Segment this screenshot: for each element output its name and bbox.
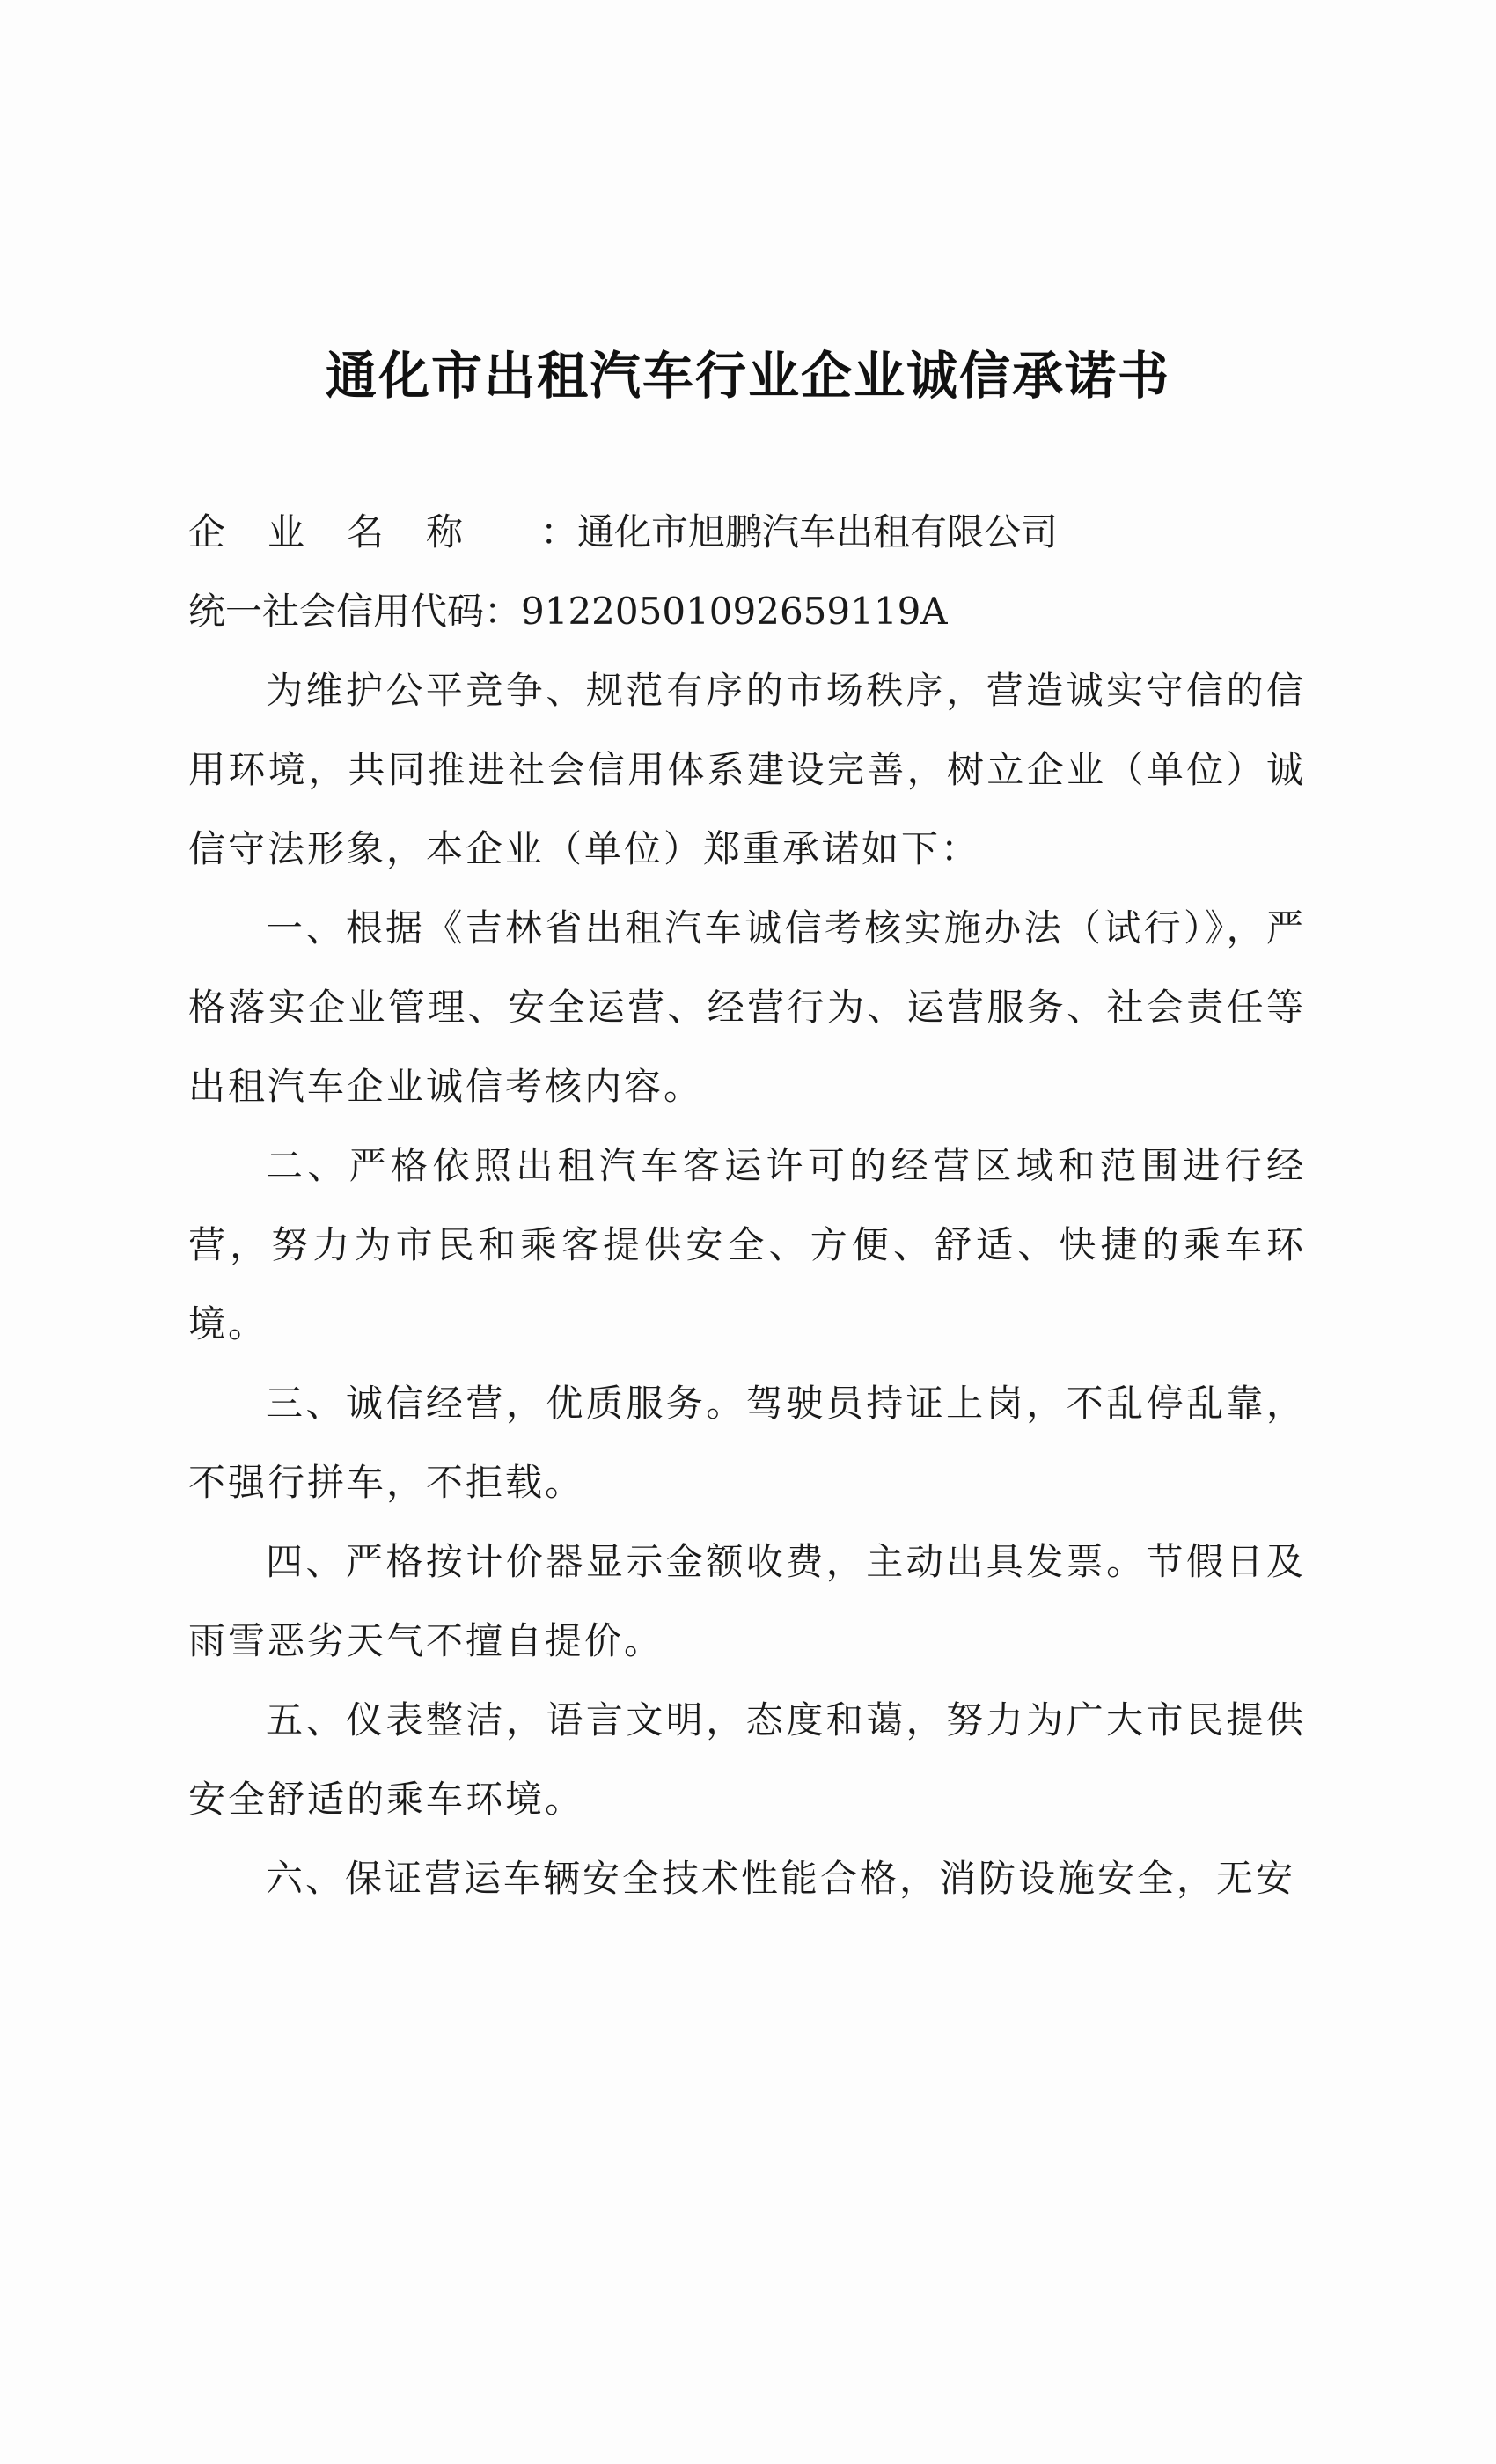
credit-code-field [188,572,1306,651]
company-name-label-char: 名 [347,510,385,554]
paragraph-intro: 为维护公平竞争、规范有序的市场秩序，营造诚实守信的信用环境，共同推进社会信用体系建设完善，树立企业（单位）诚信守法形象，本企业（单位）郑重承诺如下： [188,669,1306,870]
paragraph-item-3: 三、诚信经营，优质服务。驾驶员持证上岗，不乱停乱靠，不强行拼车，不拒载。 [188,1382,1306,1504]
paragraph-item-5: 五、仪表整洁，语言文明，态度和蔼，努力为广大市民提供安全舒适的乘车环境。 [188,1698,1306,1821]
paragraph-item-6: 六、保证营运车辆安全技术性能合格，消防设施安全，无安 [266,1857,1296,1900]
paragraph-item-2: 二、严格依照出租汽车客运许可的经营区域和范围进行经营，努力为市民和乘客提供安全、方便、舒适、快捷的乘车环境。 [188,1144,1306,1346]
document-body [188,493,1306,1918]
company-name-label [188,493,540,572]
company-name-value: 通化市旭鹏汽车出租有限公司 [577,510,1059,554]
company-name-colon: ： [540,510,578,554]
company-name-label-char: 业 [268,510,305,554]
company-name-label-char: 企 [188,510,226,554]
document-title: 通化市出租汽车行业企业诚信承诺书 [325,346,1170,406]
credit-code-value: 91220501092659119A [521,590,948,633]
paragraph-item-4: 四、严格按计价器显示金额收费，主动出具发票。节假日及雨雪恶劣天气不擅自提价。 [188,1540,1306,1662]
company-name-label-char: 称 [426,510,464,554]
credit-code-label: 统一社会信用代码： [188,590,522,633]
paragraph-item-1: 一、根据《吉林省出租汽车诚信考核实施办法（试行）》，严格落实企业管理、安全运营、经营行为、运营服务、社会责任等出租汽车企业诚信考核内容。 [188,906,1306,1108]
company-name-field [188,493,1306,572]
